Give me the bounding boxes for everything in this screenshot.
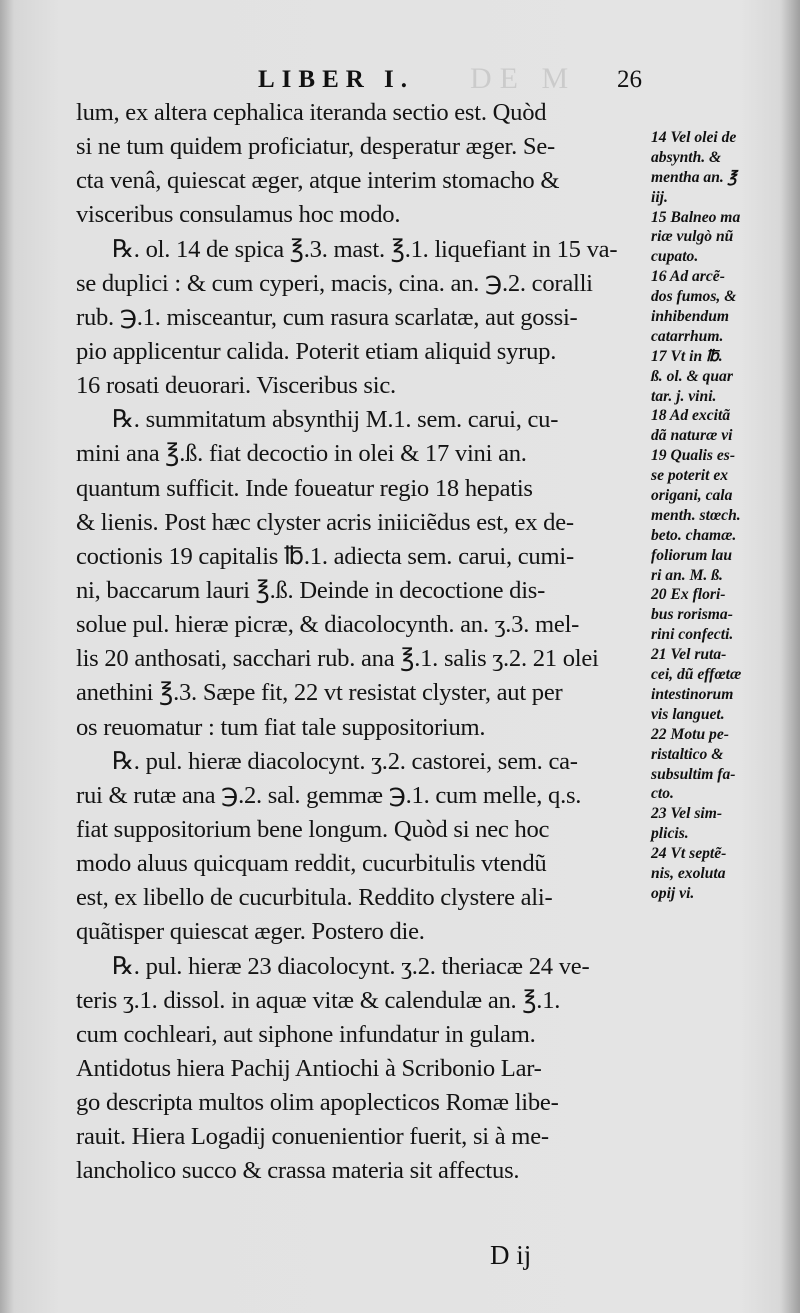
- margin-note-line: cupato.: [651, 248, 699, 266]
- show-through-text: DE M: [470, 62, 577, 95]
- margin-note-line: opij vi.: [651, 884, 695, 902]
- margin-note-line: 19 Qualis es-: [651, 447, 736, 465]
- recipe-line: ℞. pul. hieræ 23 diacolocynt. ʒ.2. theriacæ 24 ve-: [112, 952, 590, 980]
- running-title: LIBER I.: [258, 66, 415, 93]
- margin-note-line: 14 Vel olei de: [651, 129, 737, 146]
- text-line: go descripta multos olim apoplecticos Romæ libe-: [76, 1089, 559, 1117]
- margin-note-line: 22 Motu pe-: [651, 725, 729, 743]
- main-text-column: [76, 96, 652, 1189]
- margin-note-line: vis languet.: [651, 705, 725, 723]
- recipe-line: ℞. pul. hieræ diacolocynt. ʒ.2. castorei, sem. ca-: [112, 747, 578, 775]
- margin-note-line: dos fumos, &: [651, 288, 737, 306]
- text-line: lis 20 anthosati, sacchari rub. ana ℥.1. salis ʒ.2. 21 olei: [76, 645, 599, 673]
- margin-note-line: 23 Vel sim-: [651, 805, 723, 823]
- text-line: ni, baccarum lauri ℥.ß. Deinde in decoctione dis-: [76, 576, 546, 604]
- margin-note-line: tar. j. vini.: [651, 387, 717, 405]
- page-number: 26: [617, 66, 642, 93]
- text-line: pio applicentur calida. Poterit etiam aliquid syrup.: [76, 337, 557, 365]
- text-line: & lienis. Post hæc clyster acris iniiciẽdus est, ex de-: [76, 508, 574, 536]
- recipe-line: ℞. summitatum absynthij M.1. sem. carui, cu-: [112, 406, 559, 434]
- margin-note-line: foliorum lau: [651, 546, 733, 564]
- margin-note-line: 16 Ad arcẽ-: [651, 268, 725, 286]
- margin-note-line: catarrhum.: [651, 327, 724, 345]
- margin-note-line: beto. chamæ.: [651, 526, 737, 544]
- margin-note-line: dã naturæ vi: [651, 427, 733, 445]
- text-line: Antidotus hiera Pachij Antiochi à Scribonio Lar-: [76, 1054, 542, 1082]
- margin-note-line: absynth. &: [651, 148, 722, 166]
- margin-note-line: cto.: [651, 785, 674, 803]
- text-line: cta venâ, quiescat æger, atque interim stomacho &: [76, 167, 560, 195]
- margin-note-line: cei, dũ effœtæ: [651, 666, 742, 684]
- text-line: quãtisper quiescat æger. Postero die.: [76, 918, 425, 946]
- margin-note-line: nis, exoluta: [651, 864, 726, 882]
- margin-note-line: ß. ol. & quar: [651, 367, 733, 385]
- text-line: cum cochleari, aut siphone infundatur in gulam.: [76, 1020, 536, 1048]
- margin-note-line: mentha an. ℥: [651, 168, 737, 186]
- margin-note-line: ristaltico &: [651, 745, 724, 763]
- margin-note-line: origani, cala: [651, 487, 733, 505]
- page-header: [0, 66, 800, 100]
- margin-note-line: 24 Vt septẽ-: [651, 845, 727, 863]
- text-line: anethini ℥.3. Sæpe fit, 22 vt resistat clyster, aut per: [76, 679, 563, 707]
- signature-mark: D ij: [490, 1240, 532, 1270]
- text-line: solue pul. hieræ picræ, & diacolocynth. an. ʒ.3. mel-: [76, 611, 580, 639]
- marginal-notes: [651, 128, 800, 904]
- margin-note-line: plicis.: [651, 825, 689, 843]
- margin-note-line: ri an. M. ß.: [651, 566, 723, 584]
- margin-note-line: 17 Vt in ℔.: [651, 347, 723, 365]
- margin-note-line: subsultim fa-: [651, 765, 736, 783]
- text-line: fiat suppositorium bene longum. Quòd si nec hoc: [76, 815, 550, 843]
- text-line: si ne tum quidem proficiatur, desperatur æger. Se-: [76, 133, 555, 161]
- margin-note-line: bus rorisma-: [651, 606, 733, 624]
- margin-note-line: se poterit ex: [651, 467, 729, 485]
- margin-note-line: 21 Vel ruta-: [651, 646, 727, 664]
- margin-note-line: 15 Balneo ma: [651, 208, 741, 226]
- text-line: est, ex libello de cucurbitula. Reddito clystere ali-: [76, 884, 553, 912]
- margin-note-line: rini confecti.: [651, 626, 734, 644]
- text-line: os reuomatur : tum fiat tale suppositorium.: [76, 713, 486, 741]
- margin-note-line: iij.: [651, 188, 668, 206]
- margin-note-line: inhibendum: [651, 308, 729, 326]
- text-line: rui & rutæ ana ℈.2. sal. gemmæ ℈.1. cum melle, q.s.: [76, 781, 582, 809]
- margin-note-line: 18 Ad excitã: [651, 407, 731, 425]
- text-line: visceribus consulamus hoc modo.: [76, 201, 401, 229]
- text-line: quantum sufficit. Inde foueatur regio 18 hepatis: [76, 474, 533, 502]
- margin-note-line: riæ vulgò nũ: [651, 228, 734, 246]
- text-line: se duplici : & cum cyperi, macis, cina. an. ℈.2. coralli: [76, 269, 593, 297]
- recipe-line: ℞. ol. 14 de spica ℥.3. mast. ℥.1. liquefiant in 15 va-: [112, 235, 618, 263]
- text-line: coctionis 19 capitalis ℔.1. adiecta sem. carui, cumi-: [76, 542, 574, 570]
- text-line: modo aluus quicquam reddit, cucurbitulis vtendũ: [76, 850, 547, 878]
- margin-note-line: intestinorum: [651, 685, 734, 703]
- text-line: teris ʒ.1. dissol. in aquæ vitæ & calendulæ an. ℥.1.: [76, 986, 561, 1014]
- text-line: lum, ex altera cephalica iteranda sectio est. Quòd: [76, 99, 547, 126]
- text-line: rub. ℈.1. misceantur, cum rasura scarlatæ, aut gossi-: [76, 303, 578, 331]
- text-line: lancholico succo & crassa materia sit affectus.: [76, 1157, 520, 1185]
- text-line: rauit. Hiera Logadij conuenientior fuerit, si à me-: [76, 1123, 549, 1151]
- text-line: mini ana ℥.ß. fiat decoctio in olei & 17 vini an.: [76, 440, 527, 468]
- text-line: 16 rosati deuorari. Visceribus sic.: [76, 372, 396, 400]
- margin-note-line: 20 Ex flori-: [651, 586, 726, 604]
- margin-note-line: menth. stœch.: [651, 506, 741, 524]
